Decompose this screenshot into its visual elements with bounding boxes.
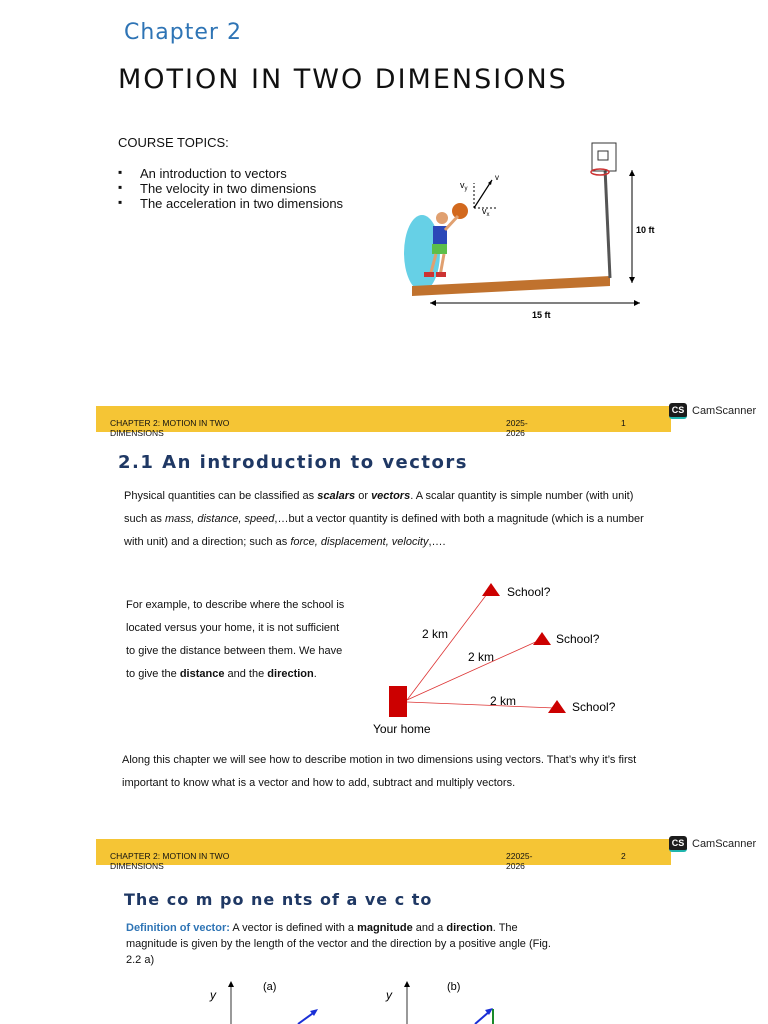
figure-label-b: (b) bbox=[447, 981, 461, 993]
home-school-figure bbox=[370, 576, 640, 744]
player-shorts bbox=[432, 244, 447, 254]
topic-item: ▪ The velocity in two dimensions bbox=[118, 181, 343, 196]
y-axis-label: y bbox=[386, 988, 392, 1002]
velocity-arrow bbox=[474, 180, 492, 208]
vector-axes-figure bbox=[200, 975, 530, 1024]
camscanner-watermark: CS CamScanner bbox=[669, 403, 756, 419]
basketball-figure bbox=[400, 138, 670, 328]
footer-chapter: CHAPTER 2: MOTION IN TWO DIMENSIONS bbox=[110, 418, 230, 438]
school-marker bbox=[548, 700, 566, 713]
hoop-pole bbox=[605, 168, 610, 278]
v-label: v bbox=[495, 173, 499, 182]
distance-label: 2 km bbox=[490, 694, 517, 708]
paragraph-scalars: Physical quantities can be classified as scalars or vectors. A scalar quantity is simple number (with unit) such as mass, distance, speed,…but a vector quantity is defined with both a magnitude (which is a number with unit) and a direction; such as force, displacement, velocity,…. bbox=[124, 490, 644, 548]
floor-shape bbox=[412, 276, 610, 296]
ball bbox=[452, 203, 468, 219]
home-label: Your home bbox=[373, 722, 431, 736]
paragraph-example: For example, to describe where the school is located versus your home, it is not sufficient to give the distance between them. We have to give the distance and the direction. bbox=[126, 599, 345, 680]
vy-label: $v_y$ bbox=[460, 180, 468, 192]
height-label: 10 ft bbox=[636, 225, 655, 235]
school-label: School? bbox=[572, 700, 616, 714]
section-heading: 2.1 An introduction to vectors bbox=[118, 452, 468, 473]
camscanner-icon: CS bbox=[669, 836, 687, 852]
distance-label: 2 km bbox=[422, 627, 449, 641]
topics-heading: COURSE TOPICS: bbox=[118, 135, 229, 150]
camscanner-watermark: CS CamScanner bbox=[669, 836, 756, 852]
camscanner-icon: CS bbox=[669, 403, 687, 419]
width-label: 15 ft bbox=[532, 310, 551, 320]
school-marker bbox=[482, 583, 500, 596]
distance-label: 2 km bbox=[468, 650, 495, 664]
chapter-title: MOTION IN TWO DIMENSIONS bbox=[118, 64, 568, 95]
topics-list bbox=[118, 166, 343, 211]
footer-year: 22025-2026 bbox=[506, 851, 533, 871]
page-footer bbox=[96, 839, 671, 871]
footer-page: 1 bbox=[621, 418, 626, 428]
components-heading: The co m po ne nts of a ve c to bbox=[124, 890, 433, 909]
vector-definition: Definition of vector: A vector is defined with a magnitude and a direction. The magnitude is given by the length of the vector and the direction by a positive angle (Fig. 2.2 a) bbox=[126, 922, 551, 966]
vx-label: $v_x$ bbox=[482, 206, 490, 218]
y-axis-label: y bbox=[210, 988, 216, 1002]
page-footer bbox=[96, 406, 671, 438]
backboard bbox=[592, 143, 616, 171]
paragraph-chapter-intro: Along this chapter we will see how to describe motion in two dimensions using vectors. That’s why it’s first important to know what is a vector and how to add, subtract and multiply vectors. bbox=[122, 754, 637, 789]
home-marker bbox=[389, 686, 407, 717]
topic-item: ▪ The acceleration in two dimensions bbox=[118, 196, 343, 211]
player-head bbox=[436, 212, 448, 224]
footer-page: 2 bbox=[621, 851, 626, 861]
topic-item: ▪ An introduction to vectors bbox=[118, 166, 343, 181]
school-label: School? bbox=[507, 585, 551, 599]
school-label: School? bbox=[556, 632, 600, 646]
footer-chapter: CHAPTER 2: MOTION IN TWO DIMENSIONS bbox=[110, 851, 230, 871]
footer-year: 2025-2026 bbox=[506, 418, 528, 438]
chapter-label: Chapter 2 bbox=[124, 20, 242, 45]
figure-label-a: (a) bbox=[263, 981, 277, 993]
school-marker bbox=[533, 632, 551, 645]
